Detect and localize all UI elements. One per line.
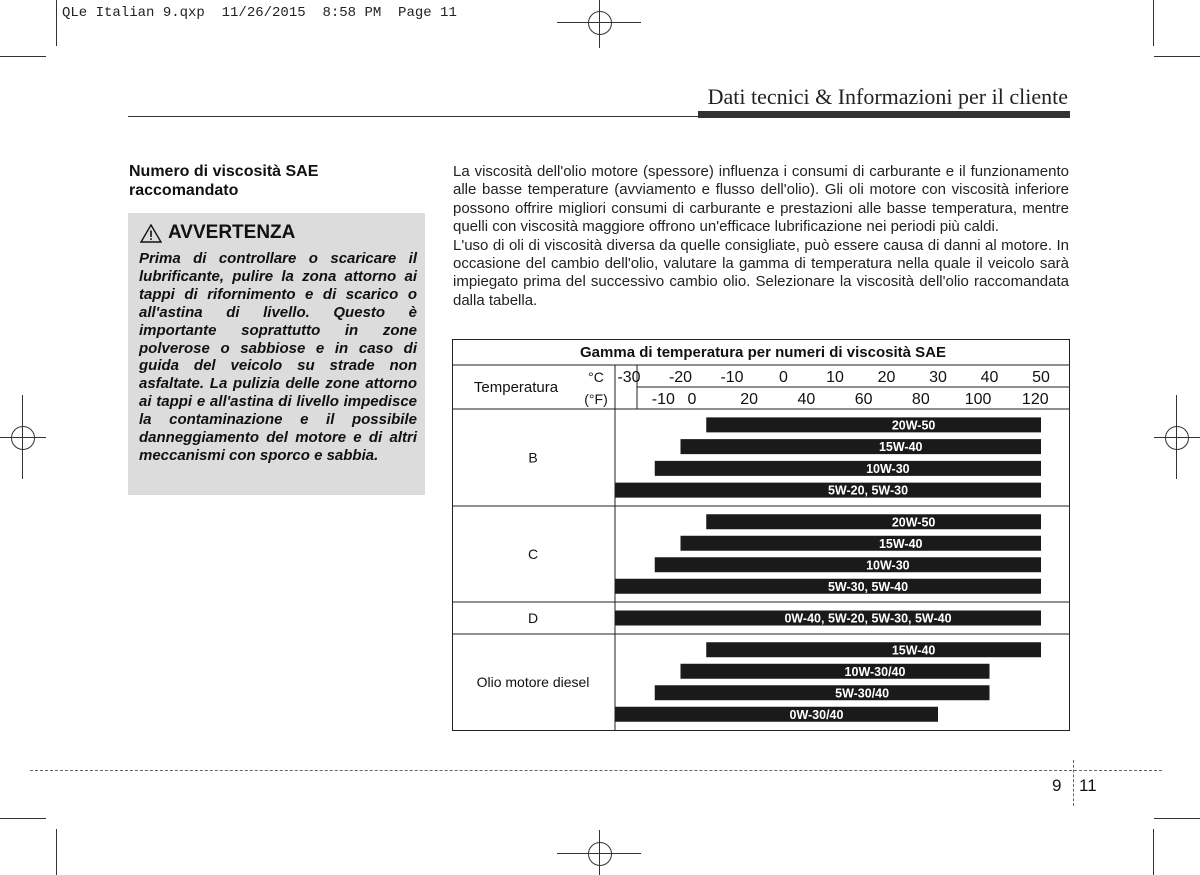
crop-mark — [1153, 829, 1154, 875]
body-text — [453, 163, 1069, 310]
viscosity-bar-label: 15W-40 — [878, 440, 923, 455]
celsius-tick-label: -30 — [617, 369, 641, 386]
viscosity-bar-label: 5W-30, 5W-40 — [827, 579, 909, 594]
viscosity-bar-label: 5W-30/40 — [835, 686, 890, 701]
viscosity-bar-label: 0W-40, 5W-20, 5W-30, 5W-40 — [784, 611, 952, 626]
viscosity-bar — [615, 707, 938, 722]
viscosity-bar-label: 0W-30/40 — [789, 707, 844, 722]
group-label: D — [527, 610, 539, 626]
chapter-number: 9 — [1052, 776, 1062, 795]
crop-mark — [0, 818, 46, 819]
celsius-tick-label: -10 — [720, 369, 744, 386]
group-label: Olio motore diesel — [476, 674, 590, 690]
registration-mark-right — [1154, 395, 1200, 479]
celsius-tick-label: 40 — [980, 369, 999, 386]
temperature-header: Temperatura — [473, 379, 559, 396]
celsius-tick-label: 50 — [1032, 369, 1050, 386]
body-paragraph-1: La viscosità dell'olio motore (spessore) influenza i consumi di carburante e il funzionamento alle basse temperature (avviamento e flusso dell'olio). Gli oli motore con viscosità inferiore possono offrire migliori consumi di carburante e prestazioni alle basse temperatura, mentre quelli con viscosità maggiore offrono un'efficace lubrificazione nei periodi più caldi. — [453, 163, 1069, 236]
crop-mark — [1154, 818, 1200, 819]
crop-mark — [0, 56, 46, 57]
celsius-tick-label: 0 — [779, 369, 788, 386]
chart-title: Gamma di temperatura per numeri di viscosità SAE — [580, 344, 946, 361]
unit-fahrenheit: (°F) — [584, 391, 608, 407]
fahrenheit-tick-label: 20 — [740, 391, 759, 408]
warning-title: AVVERTENZA — [168, 222, 296, 243]
fahrenheit-tick-label: 100 — [964, 391, 992, 408]
header-rule — [128, 116, 698, 117]
footer-divider — [1073, 760, 1074, 806]
viscosity-bar-label: 10W-30/40 — [844, 664, 906, 679]
section-title: Numero di viscosità SAE raccomandato — [129, 163, 319, 199]
celsius-tick-label: 30 — [929, 369, 947, 386]
page-header-title: Dati tecnici & Informazioni per il cliente — [707, 84, 1068, 109]
fahrenheit-tick-label: 60 — [854, 391, 873, 408]
viscosity-bar-label: 20W-50 — [891, 515, 936, 530]
print-slug: QLe Italian 9.qxp 11/26/2015 8:58 PM Page 11 — [62, 5, 457, 21]
fahrenheit-tick-label: 0 — [687, 391, 697, 408]
viscosity-chart — [452, 339, 1070, 731]
crop-mark — [56, 829, 57, 875]
chart-bars — [615, 417, 1041, 721]
viscosity-bar — [706, 642, 1041, 657]
viscosity-bar — [706, 417, 1041, 432]
group-label: B — [528, 449, 538, 466]
footer-rule — [30, 770, 1162, 771]
crop-mark — [1153, 0, 1154, 46]
viscosity-bar-label: 20W-50 — [891, 418, 936, 433]
viscosity-bar — [681, 536, 1042, 551]
group-label: C — [527, 546, 539, 562]
viscosity-bar — [655, 461, 1041, 476]
viscosity-bar — [655, 557, 1041, 572]
celsius-tick-label: 20 — [877, 369, 896, 386]
celsius-tick-label: 10 — [826, 369, 844, 386]
fahrenheit-tick-label: -10 — [651, 391, 675, 408]
body-paragraph-2: L'uso di oli di viscosità diversa da quelle consigliate, può essere causa di danni al motore. In occasione del cambio dell'olio, valutare la gamma di temperatura nella quale il veicolo sarà impiegato prima del successivo cambio olio. Selezionare la viscosità dell'olio raccomandata dalla tabella. — [453, 236, 1069, 309]
header-rule-bar — [698, 111, 1070, 118]
viscosity-bar-label: 10W-30 — [866, 461, 910, 476]
registration-mark-left — [0, 395, 46, 479]
viscosity-bar — [706, 514, 1041, 529]
fahrenheit-tick-label: 40 — [797, 391, 816, 408]
viscosity-bar — [655, 685, 990, 700]
viscosity-bar — [681, 664, 990, 679]
viscosity-bar — [681, 439, 1042, 454]
viscosity-bar-label: 5W-20, 5W-30 — [827, 483, 909, 498]
registration-mark-bottom — [557, 830, 641, 875]
viscosity-bar-label: 15W-40 — [878, 536, 923, 551]
warning-heading — [140, 222, 295, 244]
registration-mark-top — [557, 0, 641, 48]
page-number: 11 — [1079, 776, 1097, 795]
viscosity-bar-label: 10W-30 — [866, 558, 910, 573]
warning-triangle-icon — [140, 224, 162, 243]
unit-celsius: °C — [588, 369, 604, 385]
fahrenheit-tick-label: 120 — [1021, 391, 1049, 408]
viscosity-bar-label: 15W-40 — [891, 643, 936, 658]
celsius-tick-label: -20 — [668, 369, 693, 386]
crop-mark — [1154, 56, 1200, 57]
fahrenheit-tick-label: 80 — [911, 391, 930, 408]
crop-mark — [56, 0, 57, 46]
warning-text: Prima di controllare o scaricare il lubrificante, pulire la zona attorno ai tappi di rifornimento e di scarico o all'astina di livello. Questo è importante soprattutto in zone polverose o sabbiose e in caso di guida del veicolo su strade non asfaltate. La pulizia delle zone attorno ai tappi e all'astina di livello impedisce la contaminazione e il possibile danneggiamento del motore e di altri meccanismi con sporco e sabbia. — [139, 250, 417, 464]
